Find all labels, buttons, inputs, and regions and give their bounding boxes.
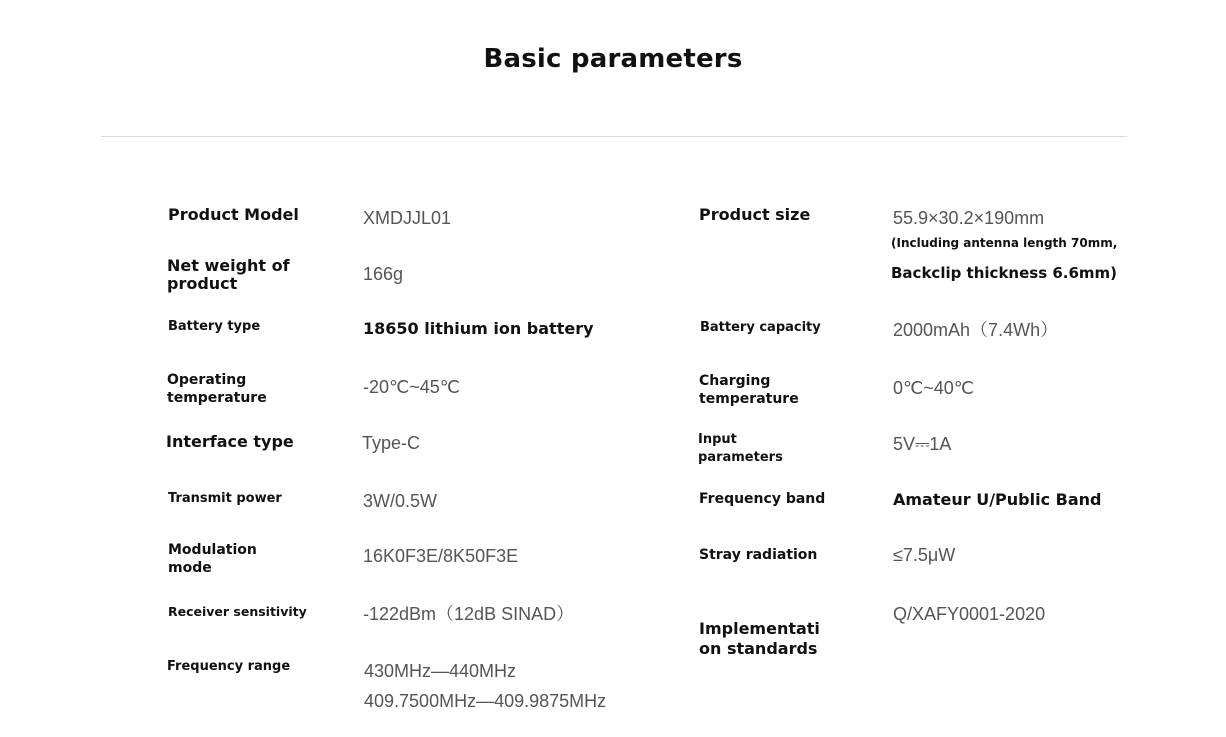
value-operating-temperature: -20℃~45℃ bbox=[363, 377, 460, 397]
label-frequency-range: Frequency range bbox=[167, 659, 291, 674]
value-implementation-standards: Q/XAFY0001-2020 bbox=[893, 604, 1046, 624]
value-stray-radiation: ≤7.5μW bbox=[893, 545, 956, 565]
value-input-parameters: 5V⎓1A bbox=[893, 434, 952, 454]
divider bbox=[101, 136, 1127, 137]
label-battery-type: Battery type bbox=[168, 319, 261, 334]
value-product-model: XMDJJL01 bbox=[363, 208, 452, 228]
value-net-weight: 166g bbox=[363, 264, 404, 284]
label-interface-type: Interface type bbox=[166, 432, 294, 451]
value-frequency-range-2: 409.7500MHz—409.9875MHz bbox=[364, 691, 607, 711]
label-product-size: Product size bbox=[699, 205, 811, 224]
label-product-model: Product Model bbox=[168, 205, 299, 224]
label-battery-capacity: Battery capacity bbox=[700, 320, 821, 335]
value-receiver-sensitivity: -122dBm（12dB SINAD） bbox=[363, 604, 575, 624]
label-charging-temperature: Charging temperature bbox=[699, 373, 799, 407]
label-input-parameters: Input parameters bbox=[698, 432, 783, 465]
value-battery-capacity: 2000mAh（7.4Wh） bbox=[893, 320, 1059, 340]
note-backclip-thickness: Backclip thickness 6.6mm) bbox=[891, 264, 1118, 282]
label-net-weight: Net weight of product bbox=[167, 256, 290, 293]
page-title: Basic parameters bbox=[483, 44, 743, 74]
value-battery-type: 18650 lithium ion battery bbox=[363, 319, 594, 338]
value-interface-type: Type-C bbox=[362, 433, 421, 453]
label-operating-temperature: Operating temperature bbox=[167, 372, 267, 406]
value-frequency-range-1: 430MHz—440MHz bbox=[364, 661, 517, 681]
label-implementation-standards: Implementati on standards bbox=[699, 619, 820, 658]
label-modulation-mode: Modulation mode bbox=[168, 542, 257, 576]
value-frequency-band: Amateur U/Public Band bbox=[893, 490, 1102, 509]
label-transmit-power: Transmit power bbox=[168, 491, 282, 506]
label-frequency-band: Frequency band bbox=[699, 491, 826, 507]
value-modulation-mode: 16K0F3E/8K50F3E bbox=[363, 546, 519, 566]
value-product-size: 55.9×30.2×190mm bbox=[893, 208, 1045, 228]
label-receiver-sensitivity: Receiver sensitivity bbox=[168, 604, 307, 619]
value-charging-temperature: 0℃~40℃ bbox=[893, 378, 974, 398]
label-stray-radiation: Stray radiation bbox=[699, 547, 818, 563]
note-antenna-length: (Including antenna length 70mm, bbox=[891, 236, 1118, 250]
value-transmit-power: 3W/0.5W bbox=[363, 491, 438, 511]
